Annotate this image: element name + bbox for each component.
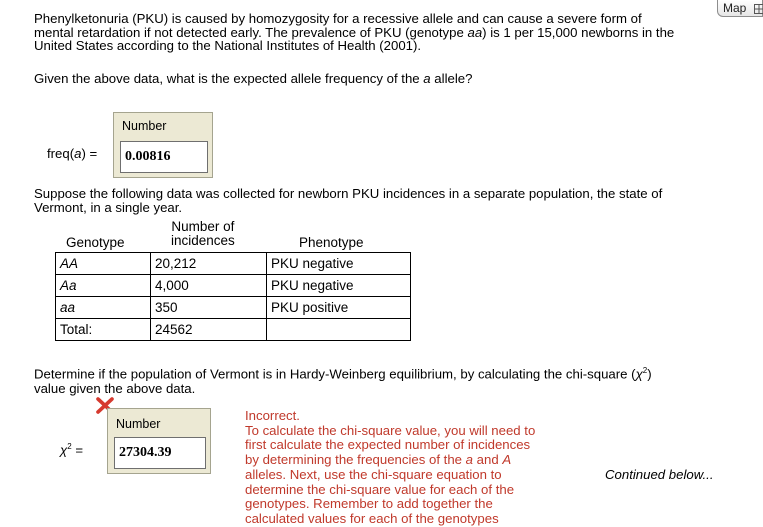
freq-label-allele: a [74, 146, 81, 161]
cell-total-value: 24562 [151, 319, 267, 341]
chi-label [60, 442, 83, 457]
feedback-line: To calculate the chi-square value, you will need to [245, 424, 585, 439]
intro-line-1: Phenylketonuria (PKU) is caused by homozygosity for a recessive allele and can cause a severe form of [34, 12, 674, 26]
intro-line-2-c: ) is 1 per 15,000 newborns in the [482, 25, 674, 40]
table-row [56, 319, 411, 341]
feedback-line: genotypes. Remember to add together the [245, 497, 585, 512]
table-row [56, 253, 411, 275]
vermont-line-1: Suppose the following data was collected for newborn PKU incidences in a separate population, the state of [34, 187, 662, 201]
feedback-l3-c: and [473, 452, 502, 467]
cell-phenotype: PKU negative [267, 253, 411, 275]
header-incidences-2: incidences [171, 234, 235, 248]
vermont-paragraph [34, 187, 662, 214]
question-1-allele: a [423, 71, 430, 86]
cell-incidences: 4,000 [151, 275, 267, 297]
cell-total-empty [267, 319, 411, 341]
cell-incidences: 20,212 [151, 253, 267, 275]
freq-box-caption: Number [122, 119, 166, 133]
header-phenotype: Phenotype [299, 235, 364, 250]
chi-answer-input[interactable]: 27304.39 [114, 437, 206, 469]
intro-line-2-a: mental retardation if not detected early. The prevalence of PKU (genotype [34, 25, 468, 40]
cell-phenotype: PKU positive [267, 297, 411, 319]
question-2 [34, 363, 652, 396]
feedback-l3-allele-a: a [466, 452, 473, 467]
freq-label-c: ) = [81, 146, 97, 161]
table-row [56, 275, 411, 297]
chi-superscript: 2 [643, 366, 647, 375]
chi-label-symbol: χ [60, 442, 67, 457]
question-2-close: ) [647, 366, 651, 381]
feedback-l3-allele-A: A [502, 452, 511, 467]
question-1-a: Given the above data, what is the expected allele frequency of the [34, 71, 423, 86]
chi-symbol: χ [636, 366, 643, 381]
cell-total-label: Total: [56, 319, 151, 341]
freq-label [47, 146, 97, 161]
cell-genotype: Aa [56, 275, 151, 297]
header-genotype: Genotype [66, 235, 125, 250]
question-2-text: Determine if the population of Vermont is in Hardy-Weinberg equilibrium, by calculating the chi-square ( [34, 366, 636, 381]
feedback-l3-a: by determining the frequencies of the [245, 452, 466, 467]
question-2-line-2: value given the above data. [34, 381, 652, 396]
header-incidences-1: Number of [171, 220, 235, 234]
feedback-line: determine the chi-square value for each of the [245, 483, 585, 498]
feedback-line: calculated values for each of the genotypes [245, 512, 585, 527]
intro-genotype-aa: aa [468, 25, 483, 40]
chi-box-caption: Number [116, 417, 160, 431]
cell-phenotype: PKU negative [267, 275, 411, 297]
intro-paragraph [34, 12, 674, 53]
map-grid-icon [754, 4, 763, 14]
chi-answer-box [107, 408, 211, 474]
map-button[interactable] [717, 0, 763, 17]
chi-label-eq: = [72, 442, 83, 457]
cell-genotype: aa [56, 297, 151, 319]
cell-genotype: AA [56, 253, 151, 275]
freq-answer-input[interactable]: 0.00816 [120, 141, 208, 173]
vermont-line-2: Vermont, in a single year. [34, 201, 662, 215]
header-incidences [171, 220, 235, 248]
pku-table [55, 252, 411, 341]
feedback-line [245, 453, 585, 468]
continued-note: Continued below... [605, 467, 714, 482]
cell-incidences: 350 [151, 297, 267, 319]
feedback-title: Incorrect. [245, 409, 585, 424]
question-1-c: allele? [431, 71, 473, 86]
question-1 [34, 71, 472, 86]
map-button-label: Map [723, 1, 746, 15]
table-row [56, 297, 411, 319]
feedback-panel [245, 409, 585, 527]
feedback-line: alleles. Next, use the chi-square equation to [245, 468, 585, 483]
feedback-line: first calculate the expected number of incidences [245, 438, 585, 453]
freq-label-a: freq( [47, 146, 74, 161]
freq-answer-box [113, 112, 213, 178]
question-2-line-1 [34, 363, 652, 381]
chi-label-sup: 2 [67, 442, 71, 451]
intro-line-2 [34, 26, 674, 40]
intro-line-3: United States according to the National Institutes of Health (2001). [34, 39, 674, 53]
